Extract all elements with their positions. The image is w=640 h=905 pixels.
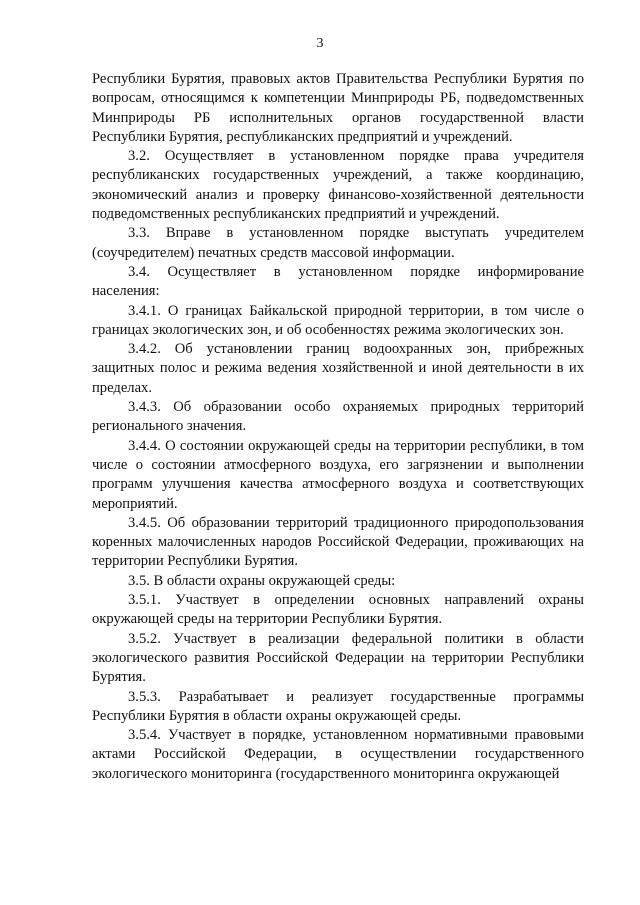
paragraph-3-4-1: 3.4.1. О границах Байкальской природной территории, в том числе о границах экологических зон, и об особенностях режима экологических зон. — [92, 302, 584, 338]
paragraph-3-5-2: 3.5.2. Участвует в реализации федеральной политики в области экологического развития Российской Федерации на территории Республики Бурятия. — [92, 630, 584, 686]
paragraph-3-4-5: 3.4.5. Об образовании территорий традиционного природопользования коренных малочисленных народов Российской Федерации, проживающих на территории Республики Бурятия. — [92, 514, 584, 570]
paragraph-3-4-2: 3.4.2. Об установлении границ водоохранных зон, прибрежных защитных полос и режима ведения хозяйственной и иной деятельности в их пределах. — [92, 341, 584, 396]
document-body — [92, 70, 584, 784]
paragraph-3-3: 3.3. Вправе в установленном порядке выступать учредителем (соучредителем) печатных средств массовой информации. — [92, 225, 584, 261]
paragraph-continuation: Республики Бурятия, правовых актов Правительства Республики Бурятия по вопросам, относящимся к компетенции Минприроды РБ, подведомственных Минприроды РБ исполнительных органов государственной власти Республики Бурятия, республиканских предприятий и учреждений. — [92, 71, 584, 145]
paragraph-3-2: 3.2. Осуществляет в установленном порядке права учредителя республиканских государственных учреждений, а также координацию, экономический анализ и проверку финансово-хозяйственной деятельности подведомственных республиканских предприятий и учреждений. — [92, 148, 584, 223]
page-number: 3 — [316, 36, 324, 51]
paragraph-3-4-4: 3.4.4. О состоянии окружающей среды на территории республики, в том числе о состоянии атмосферного воздуха, его загрязнении и выполнении программ улучшения качества атмосферного воздуха и соответствующих мероприятий. — [92, 437, 584, 512]
paragraph-3-4-3: 3.4.3. Об образовании особо охраняемых природных территорий регионального значения. — [92, 399, 584, 435]
paragraph-3-4: 3.4. Осуществляет в установленном порядке информирование населения: — [92, 263, 584, 300]
paragraph-3-5-3: 3.5.3. Разрабатывает и реализует государственные программы Республики Бурятия в области охраны окружающей среды. — [92, 688, 584, 724]
paragraph-3-5: 3.5. В области охраны окружающей среды: — [128, 572, 396, 589]
paragraph-3-5-1: 3.5.1. Участвует в определении основных направлений охраны окружающей среды на территории Республики Бурятия. — [92, 592, 584, 628]
paragraph-3-5-4: 3.5.4. Участвует в порядке, установленном нормативными правовыми актами Российской Федерации, в осуществлении государственного экологического мониторинга (государственного мониторинга окружающей — [92, 727, 584, 782]
